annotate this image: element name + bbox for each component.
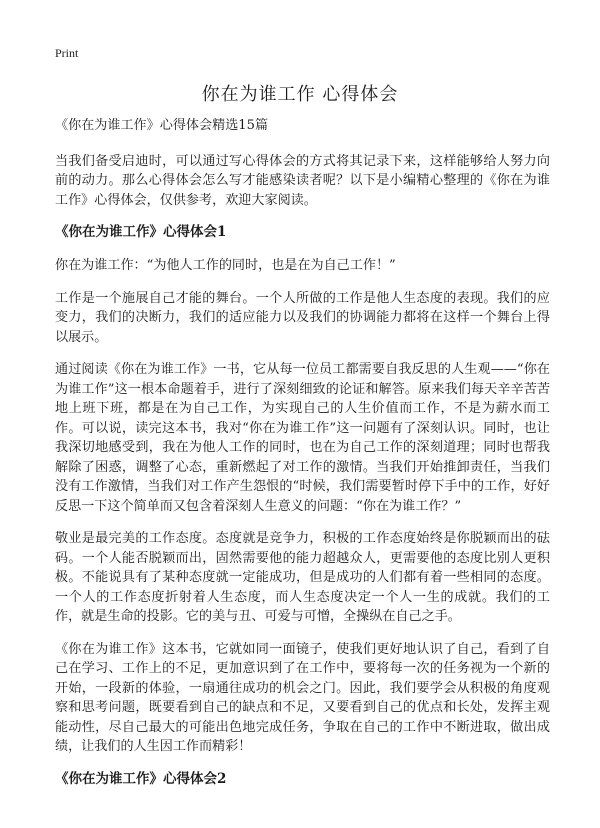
paragraph: 敬业是最完美的工作态度。态度就是竞争力，积极的工作态度始终是你脱颖而出的砝码。一个人能否脱颖而出，固然需要他的能力超越众人，更需要他的态度比别人更积极。不能说具有了某种态度就一定能成功，但是成功的人们都有着一些相同的态度。一个人的工作态度折射着人生态度，而人生态度决定一个人一生的成就。我们的工作，就是生命的投影。它的美与丑、可爱与可憎，全操纵在自己之手。 xyxy=(55,531,550,624)
article-body xyxy=(55,116,550,803)
paragraph: 《你在为谁工作》这本书，它就如同一面镜子，使我们更好地认识了自己，看到了自己在学习、工作上的不足，更加意识到了在工作中，要将每一次的任务视为一个新的开始，一段新的体验，一扇通往成功的机会之门。因此，我们要学会从积极的角度观察和思考问题，既要看到自己的缺点和不足，又要看到自己的优点和长处，发挥主观能动性，尽自己最大的可能出色地完成任务，争取在自己的工作中不断进取，做出成绩，让我们的人生因工作而精彩！ xyxy=(55,641,550,754)
paragraph: 你在为谁工作：“为他人工作的同时，也是在为自己工作！” xyxy=(55,258,396,273)
paragraph: 工作是一个施展自己才能的舞台。一个人所做的工作是他人生态度的表现。我们的应变力，我们的决断力，我们的适应能力以及我们的协调能力都将在这样一个舞台上得以展示。 xyxy=(55,290,550,345)
paragraph: 通过阅读《你在为谁工作》一书，它从每一位员工都需要自我反思的人生观——“你在为谁工作”这一根本命题着手，进行了深刻细致的论证和解答。原来我们每天辛辛苦苦地上班下班，都是在为自己工作，为实现自己的人生价值而工作，不是为薪水而工作。可以说，读完这本书，我对“你在为谁工作”这一问题有了深刻认识。同时，也让我深切地感受到，我在为他人工作的同时，也在为自己工作的深刻道理；同时也帮我解除了困惑，调整了心态，重新燃起了对工作的激情。当我们开始推卸责任，当我们没有工作激情，当我们对工作产生怨恨的“时候，我们需要暂时停下手中的工作，好好反思一下这个简单而又包含着深刻人生意义的问题：“你在为谁工作？” xyxy=(55,362,550,514)
page-title: 你在为谁工作 心得体会 xyxy=(201,84,399,105)
section-heading: 《你在为谁工作》心得体会1 xyxy=(55,224,227,240)
section-heading: 《你在为谁工作》心得体会2 xyxy=(55,770,227,787)
article-subtitle: 《你在为谁工作》心得体会精选15篇 xyxy=(55,118,269,133)
print-link[interactable]: Print xyxy=(55,46,79,60)
intro-paragraph: 当我们备受启迪时，可以通过写心得体会的方式将其记录下来，这样能够给人努力向前的动力。那么心得体会怎么写才能感染读者呢？以下是小编精心整理的《你在为谁工作》心得体会，仅供参考，欢迎大家阅读。 xyxy=(55,153,550,208)
